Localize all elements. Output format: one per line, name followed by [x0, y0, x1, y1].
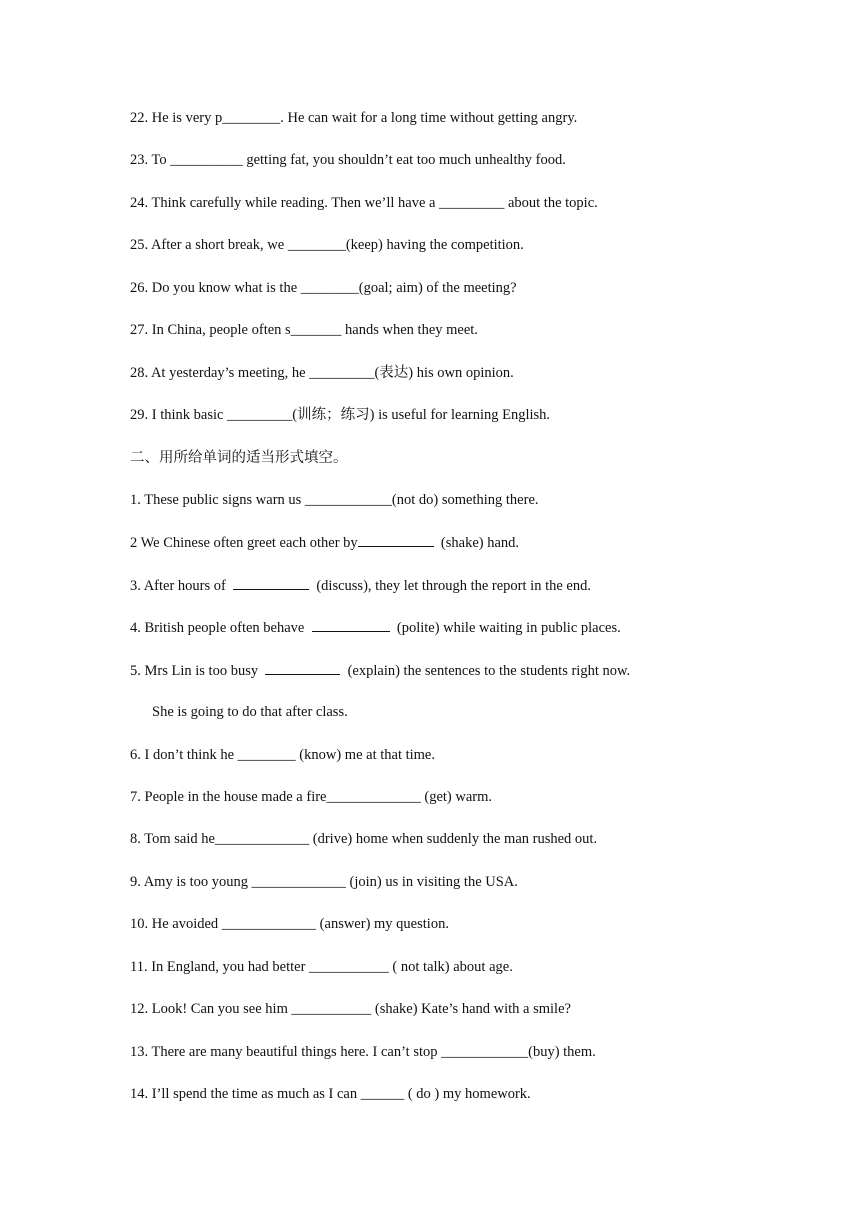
question-5-text-before: 5. Mrs Lin is too busy: [130, 662, 266, 679]
question-9: 9. Amy is too young _____________ (join) us in visiting the USA.: [130, 873, 518, 890]
question-12: 12. Look! Can you see him ___________ (shake) Kate’s hand with a smile?: [130, 1001, 571, 1018]
question-3-text-before: 3. After hours of: [130, 577, 234, 594]
question-5: [130, 660, 810, 702]
question-6: 6. I don’t think he ________ (know) me at that time.: [130, 746, 435, 763]
question-23: 23. To __________ getting fat, you shouldn’t eat too much unhealthy food.: [130, 152, 566, 169]
question-11: 11. In England, you had better ___________ ( not talk) about age.: [130, 958, 513, 975]
question-28: 28. At yesterday’s meeting, he _________(表达) his own opinion.: [130, 364, 514, 381]
question-4: [130, 617, 810, 659]
question-8: 8. Tom said he_____________ (drive) home when suddenly the man rushed out.: [130, 831, 598, 848]
question-5-continuation: She is going to do that after class.: [152, 704, 348, 721]
question-2-text-after: (shake) hand.: [433, 535, 520, 552]
question-2-text-before: 2 We Chinese often greet each other by: [130, 535, 358, 552]
answer-blank: [265, 660, 340, 675]
answer-blank: [312, 617, 390, 632]
question-22: 22. He is very p________. He can wait for a long time without getting angry.: [130, 110, 578, 126]
question-7: 7. People in the house made a fire_____________ (get) warm.: [130, 789, 493, 805]
question-14: 14. I’ll spend the time as much as I can ______ ( do ) my homework.: [130, 1086, 531, 1103]
question-3: [130, 575, 810, 617]
question-27: 27. In China, people often s_______ hands when they meet.: [130, 322, 478, 339]
question-4-text-after: (polite) while waiting in public places.: [389, 620, 621, 637]
question-2: [130, 532, 810, 574]
answer-blank: [233, 575, 309, 590]
question-4-text-before: 4. British people often behave: [130, 620, 312, 637]
question-24: 24. Think carefully while reading. Then we’ll have a _________ about the topic.: [130, 194, 598, 211]
question-29: 29. I think basic _________(训练；练习) is useful for learning English.: [130, 407, 551, 424]
exercise-list: [130, 108, 810, 1127]
question-10: 10. He avoided _____________ (answer) my question.: [130, 916, 449, 933]
question-25: 25. After a short break, we ________(keep) having the competition.: [130, 237, 524, 254]
question-1: 1. These public signs warn us ____________(not do) something there.: [130, 491, 539, 508]
answer-blank: [358, 532, 434, 547]
question-3-text-after: (discuss), they let through the report in the end.: [309, 577, 591, 594]
question-13: 13. There are many beautiful things here. I can’t stop ____________(buy) them.: [130, 1043, 596, 1060]
section-2-heading: 二、用所给单词的适当形式填空。: [130, 449, 348, 466]
question-26: 26. Do you know what is the ________(goal; aim) of the meeting?: [130, 279, 517, 296]
question-5-text-after: (explain) the sentences to the students right now.: [340, 662, 631, 679]
